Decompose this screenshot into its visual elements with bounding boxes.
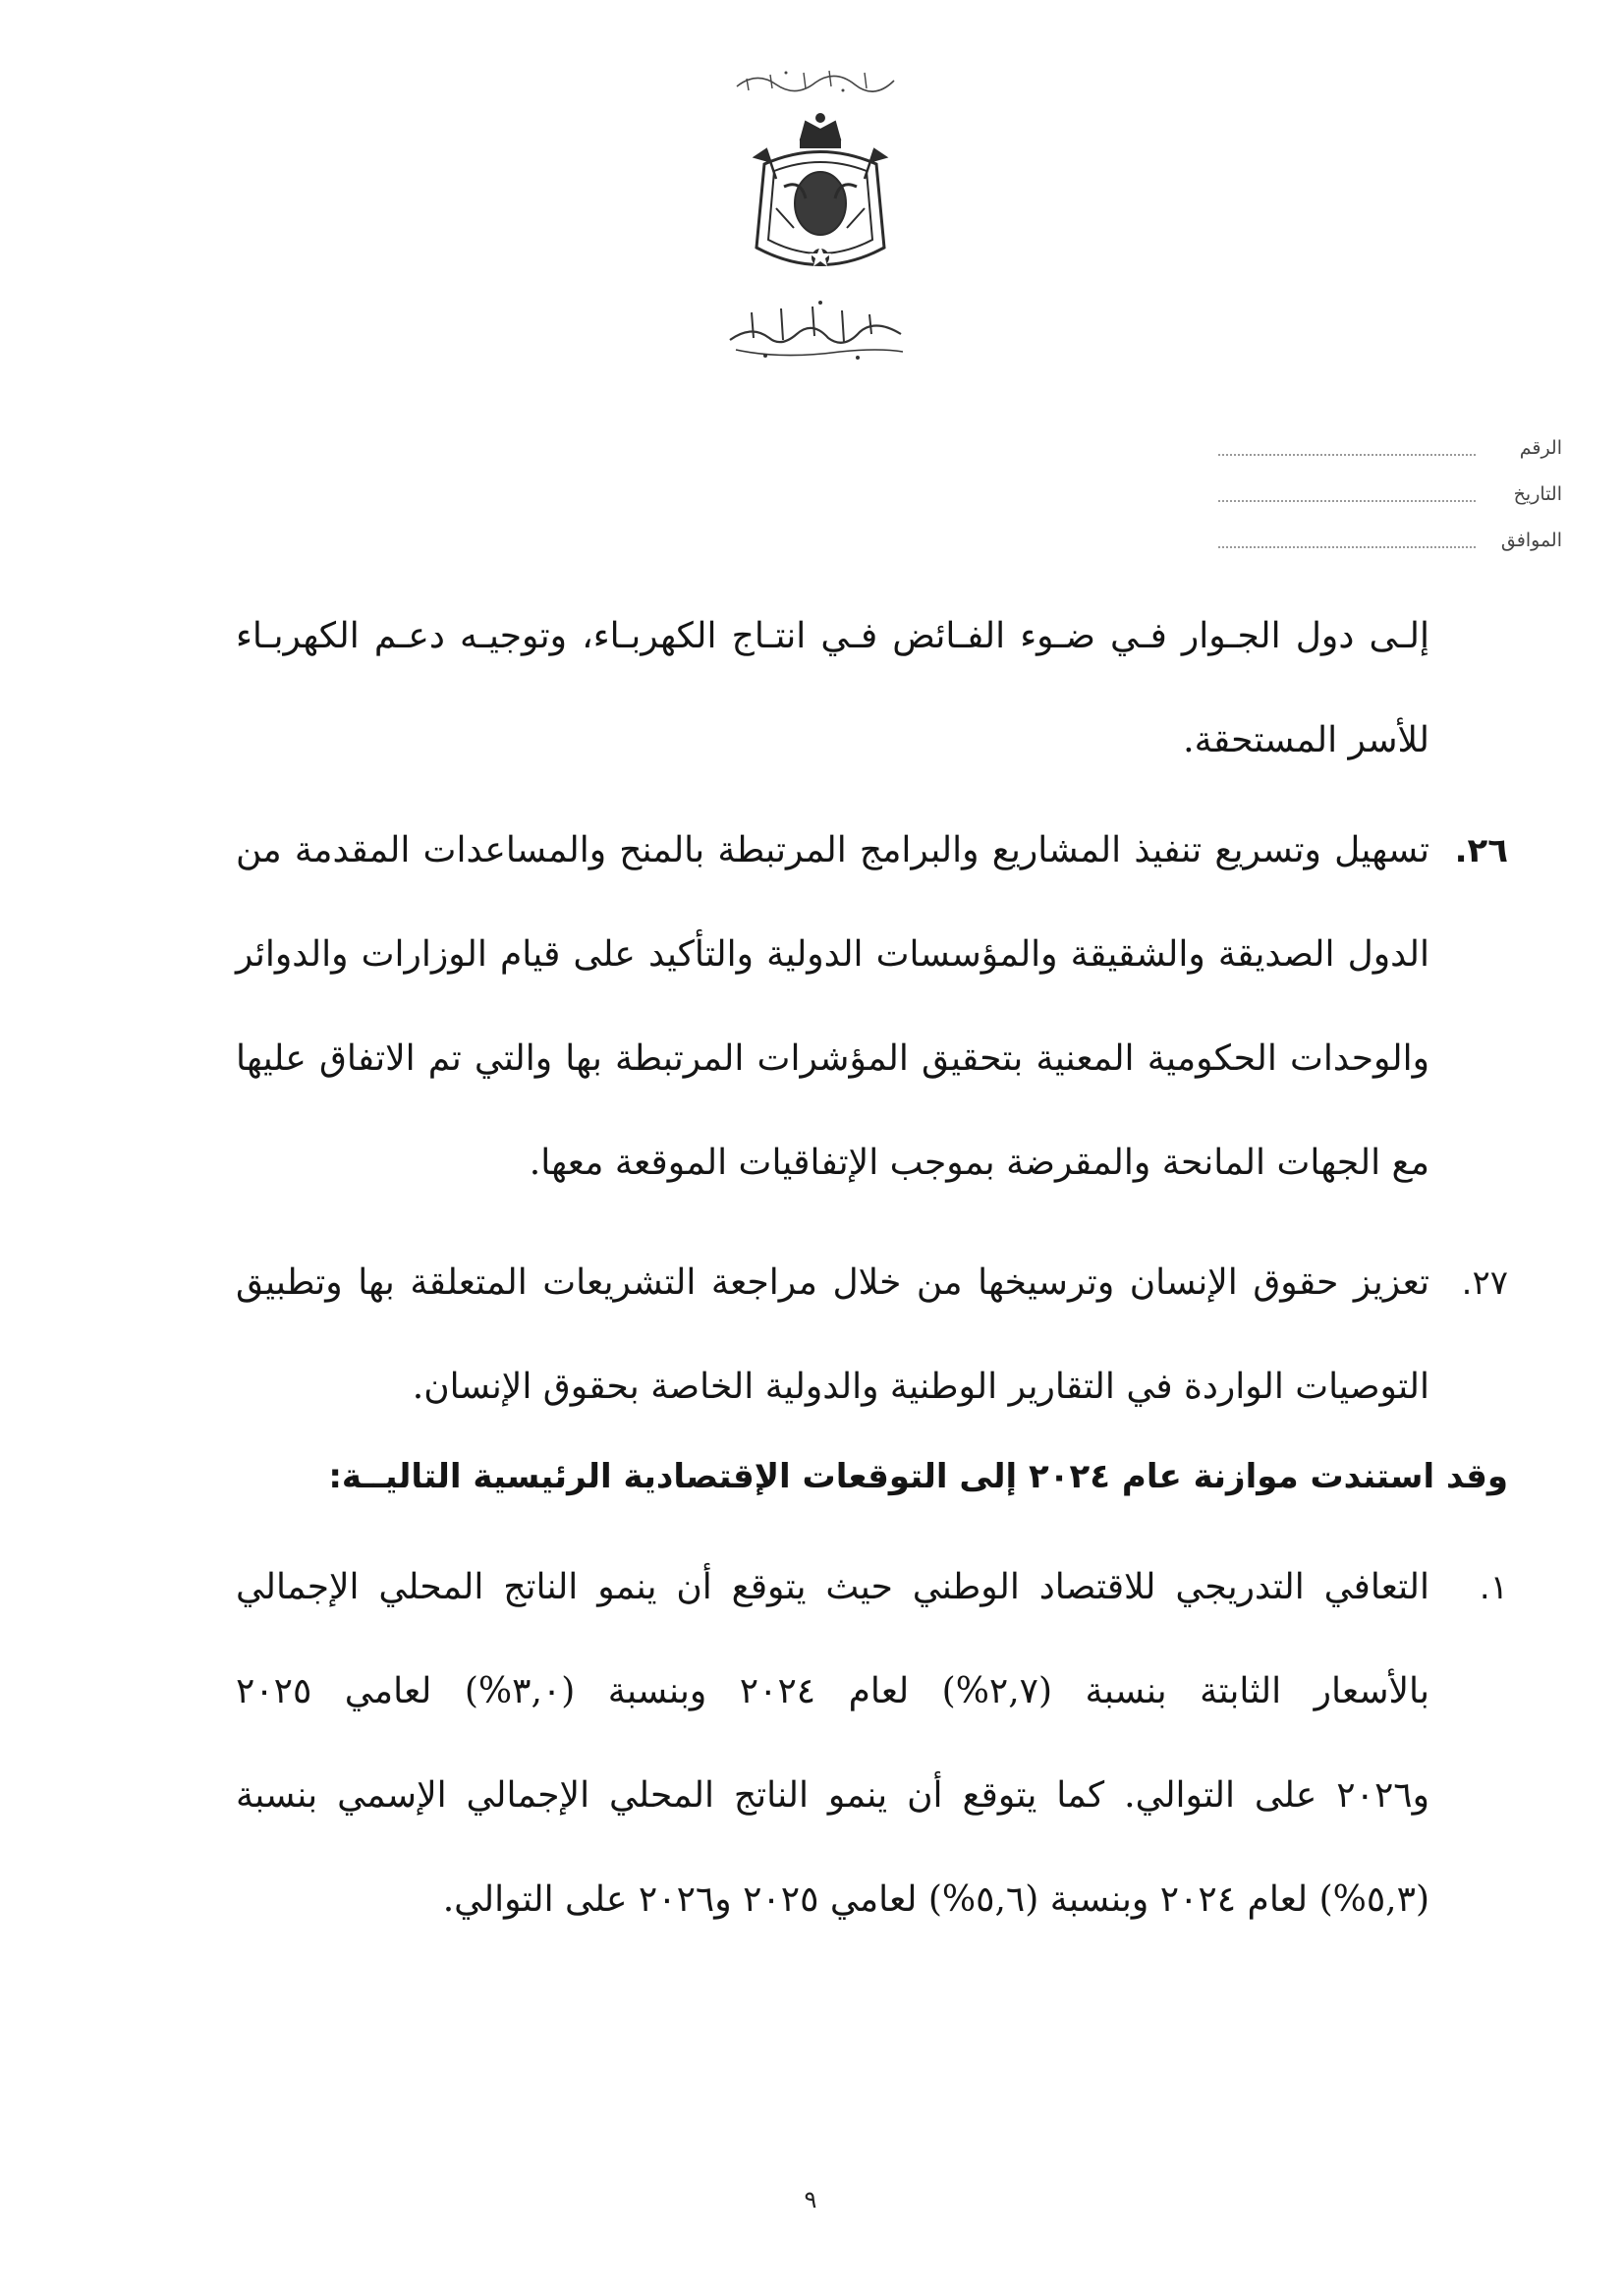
paragraph-line: مع الجهات المانحة والمقرضة بموجب الإتفاقيات الموقعة معها. xyxy=(529,1143,1429,1183)
document-body xyxy=(236,585,1508,1952)
ministry-calligraphy xyxy=(722,295,909,364)
date-field xyxy=(1208,471,1562,517)
paragraph-line: التعافي التدريجي للاقتصاد الوطني حيث يتوقع أن ينمو الناتج المحلي الإجمالي xyxy=(236,1567,1429,1607)
paragraph-line: التوصيات الواردة في التقارير الوطنية والدولية الخاصة بحقوق الإنسان. xyxy=(412,1367,1429,1407)
corresponding-date-blank xyxy=(1218,532,1476,548)
list-item-number: ٢٧. xyxy=(1461,1263,1508,1303)
paragraph-line: إلـى دول الجـوار فـي ضـوء الفـائض فـي انتـاج الكهربـاء، وتوجيـه دعـم الكهربـاء xyxy=(236,616,1429,656)
list-item-26 xyxy=(236,799,1508,1215)
page-number: ٩ xyxy=(804,2186,817,2213)
reference-number-label: الرقم xyxy=(1519,436,1562,459)
date-label: التاريخ xyxy=(1513,482,1562,505)
corresponding-date-label: الموافق xyxy=(1500,529,1562,551)
list-item-number: ٢٦. xyxy=(1454,831,1508,870)
date-blank xyxy=(1218,486,1476,502)
paragraph-line: للأسر المستحقة. xyxy=(1183,720,1429,760)
reference-number-blank xyxy=(1218,440,1476,456)
section-heading: وقد استندت موازنة عام ٢٠٢٤ إلى التوقعات الإقتصادية الرئيسية التاليــة: xyxy=(328,1457,1508,1496)
corresponding-date-field xyxy=(1208,517,1562,563)
reference-fields xyxy=(1208,424,1562,563)
paragraph-line: والوحدات الحكومية المعنية بتحقيق المؤشرات المرتبطة بها والتي تم الاتفاق عليها xyxy=(236,1038,1429,1079)
paragraph-line: و٢٠٢٦ على التوالي. كما يتوقع أن ينمو الناتج المحلي الإجمالي الإسمي بنسبة xyxy=(236,1775,1429,1816)
basmala-calligraphy xyxy=(727,61,904,96)
paragraph-line: تسهيل وتسريع تنفيذ المشاريع والبرامج المرتبطة بالمنح والمساعدات المقدمة من xyxy=(236,830,1429,870)
list-item-number: ١. xyxy=(1479,1568,1508,1607)
reference-number-field xyxy=(1208,424,1562,471)
paragraph-line: (٥,٣%) لعام ٢٠٢٤ وبنسبة (٥,٦%) لعامي ٢٠٢٥ و٢٠٢٦ على التوالي. xyxy=(442,1879,1429,1920)
list-item-27 xyxy=(236,1231,1508,1439)
paragraph-line: الدول الصديقة والشقيقة والمؤسسات الدولية والتأكيد على قيام الوزارات والدوائر xyxy=(236,934,1429,975)
royal-emblem xyxy=(747,110,894,282)
continuation-paragraph xyxy=(236,585,1429,793)
paragraph-line: تعزيز حقوق الإنسان وترسيخها من خلال مراجعة التشريعات المتعلقة بها وتطبيق xyxy=(236,1262,1429,1303)
paragraph-line: بالأسعار الثابتة بنسبة (٢,٧%) لعام ٢٠٢٤ وبنسبة (٣,٠%) لعامي ٢٠٢٥ xyxy=(236,1671,1430,1711)
forecast-item-1 xyxy=(236,1536,1508,1952)
